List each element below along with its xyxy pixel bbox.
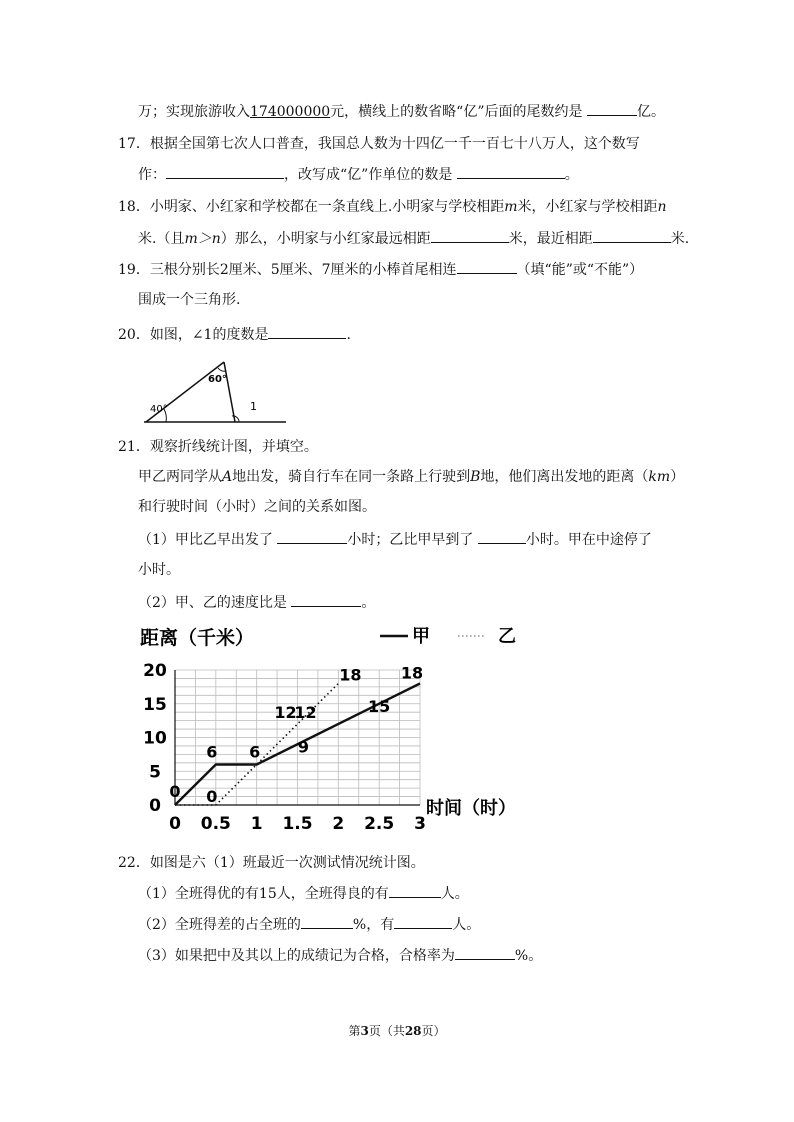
page-footer: 第3页（共28页） xyxy=(348,1024,446,1038)
q18-line-2: 米.（且m＞n）那么，小明家与小红家最远相距 米，最近相距 米. xyxy=(138,228,689,249)
y-tick-label: 10 xyxy=(143,728,167,749)
q17-line-2: 作： ，改写成“亿”作单位的数是 。 xyxy=(138,164,579,185)
q21-line-3: 和行驶时间（小时）之间的关系如图。 xyxy=(138,499,376,515)
answer-blank[interactable] xyxy=(478,529,526,544)
answer-blank[interactable] xyxy=(291,592,361,607)
q22-part-1: （1）全班得优的有15人，全班得良的有 人。 xyxy=(138,883,469,904)
y-tick-label: 20 xyxy=(143,661,167,681)
triangle-figure xyxy=(140,350,290,425)
answer-blank[interactable] xyxy=(389,883,441,898)
q21-line-2: 甲乙两同学从A地出发，骑自行车在同一条路上行驶到B地，他们离出发地的距离（km） xyxy=(138,469,685,485)
answer-blank[interactable] xyxy=(593,228,671,243)
y-tick-label: 0 xyxy=(149,796,161,816)
data-label: 0 xyxy=(206,787,218,806)
angle-1-label: 1 xyxy=(250,400,257,413)
y-axis-label: 距离（千米） xyxy=(140,627,255,649)
answer-blank[interactable] xyxy=(277,529,347,544)
q19-line-2: 围成一个三角形. xyxy=(138,292,241,308)
data-label: 9 xyxy=(297,737,310,757)
distance-time-chart xyxy=(140,620,540,845)
data-label: 0 xyxy=(169,782,181,801)
q20-line: 20．如图，∠1的度数是 . xyxy=(118,324,351,345)
q21-part-2: （2）甲、乙的速度比是 。 xyxy=(138,592,375,613)
x-tick-label: 1 xyxy=(250,814,263,834)
q17-line-1: 17．根据全国第七次人口普查，我国总人数为十四亿一千一百七十八万人，这个数写 xyxy=(118,136,640,152)
q16-line: 万；实现旅游收入174000000元，横线上的数省略“亿”后面的尾数约是 亿。 xyxy=(138,101,665,122)
angle-40-label: 40° xyxy=(150,404,168,415)
answer-blank[interactable] xyxy=(431,228,509,243)
y-tick-label: 15 xyxy=(143,694,167,715)
data-label: 18 xyxy=(400,663,424,683)
income-number: 174000000 xyxy=(250,104,331,120)
answer-blank[interactable] xyxy=(268,324,346,339)
x-tick-label: 3 xyxy=(414,814,426,834)
data-label: 12 xyxy=(294,703,317,722)
x-tick-label: 0.5 xyxy=(200,814,231,834)
answer-blank[interactable] xyxy=(455,945,515,960)
q21-part-1: （1）甲比乙早出发了 小时；乙比甲早到了 小时。甲在中途停了 xyxy=(138,529,652,550)
q22-line-1: 22．如图是六（1）班最近一次测试情况统计图。 xyxy=(118,855,425,871)
x-axis-label: 时间（时） xyxy=(426,798,516,819)
q18-line-1: 18．小明家、小红家和学校都在一条直线上.小明家与学校相距m米，小红家与学校相距n xyxy=(118,199,667,215)
answer-blank[interactable] xyxy=(587,101,637,116)
x-tick-label: 2 xyxy=(332,814,345,834)
x-tick-label: 2.5 xyxy=(364,814,395,834)
data-label: 6 xyxy=(249,742,261,762)
q22-part-3: （3）如果把中及其以上的成绩记为合格，合格率为 %。 xyxy=(138,945,542,966)
angle-60-label: 60° xyxy=(208,374,227,385)
page-number: 3 xyxy=(360,1024,369,1038)
answer-blank[interactable] xyxy=(301,914,353,929)
q22-part-2: （2）全班得差的占全班的 %，有 人。 xyxy=(138,914,480,935)
x-tick-label: 1.5 xyxy=(282,814,313,834)
answer-blank[interactable] xyxy=(166,164,284,179)
q19-line-1: 19．三根分别长2厘米、5厘米、7厘米的小棒首尾相连 （填“能”或“不能”） xyxy=(118,259,643,280)
legend-label-yi: 乙 xyxy=(498,626,516,647)
x-tick-label: 0 xyxy=(169,814,181,834)
data-label: 15 xyxy=(368,696,391,716)
legend-label-jia: 甲 xyxy=(412,626,430,647)
answer-blank[interactable] xyxy=(457,164,565,179)
data-label: 18 xyxy=(339,665,362,685)
q21-part-1-cont: 小时。 xyxy=(138,562,180,578)
y-tick-label: 5 xyxy=(149,762,161,783)
data-label: 12 xyxy=(274,703,297,722)
page-total: 28 xyxy=(404,1024,422,1038)
answer-blank[interactable] xyxy=(457,259,517,274)
answer-blank[interactable] xyxy=(394,914,452,929)
data-label: 6 xyxy=(206,742,218,762)
q21-line-1: 21．观察折线统计图，并填空。 xyxy=(118,439,318,455)
chart-annotations xyxy=(169,664,423,807)
